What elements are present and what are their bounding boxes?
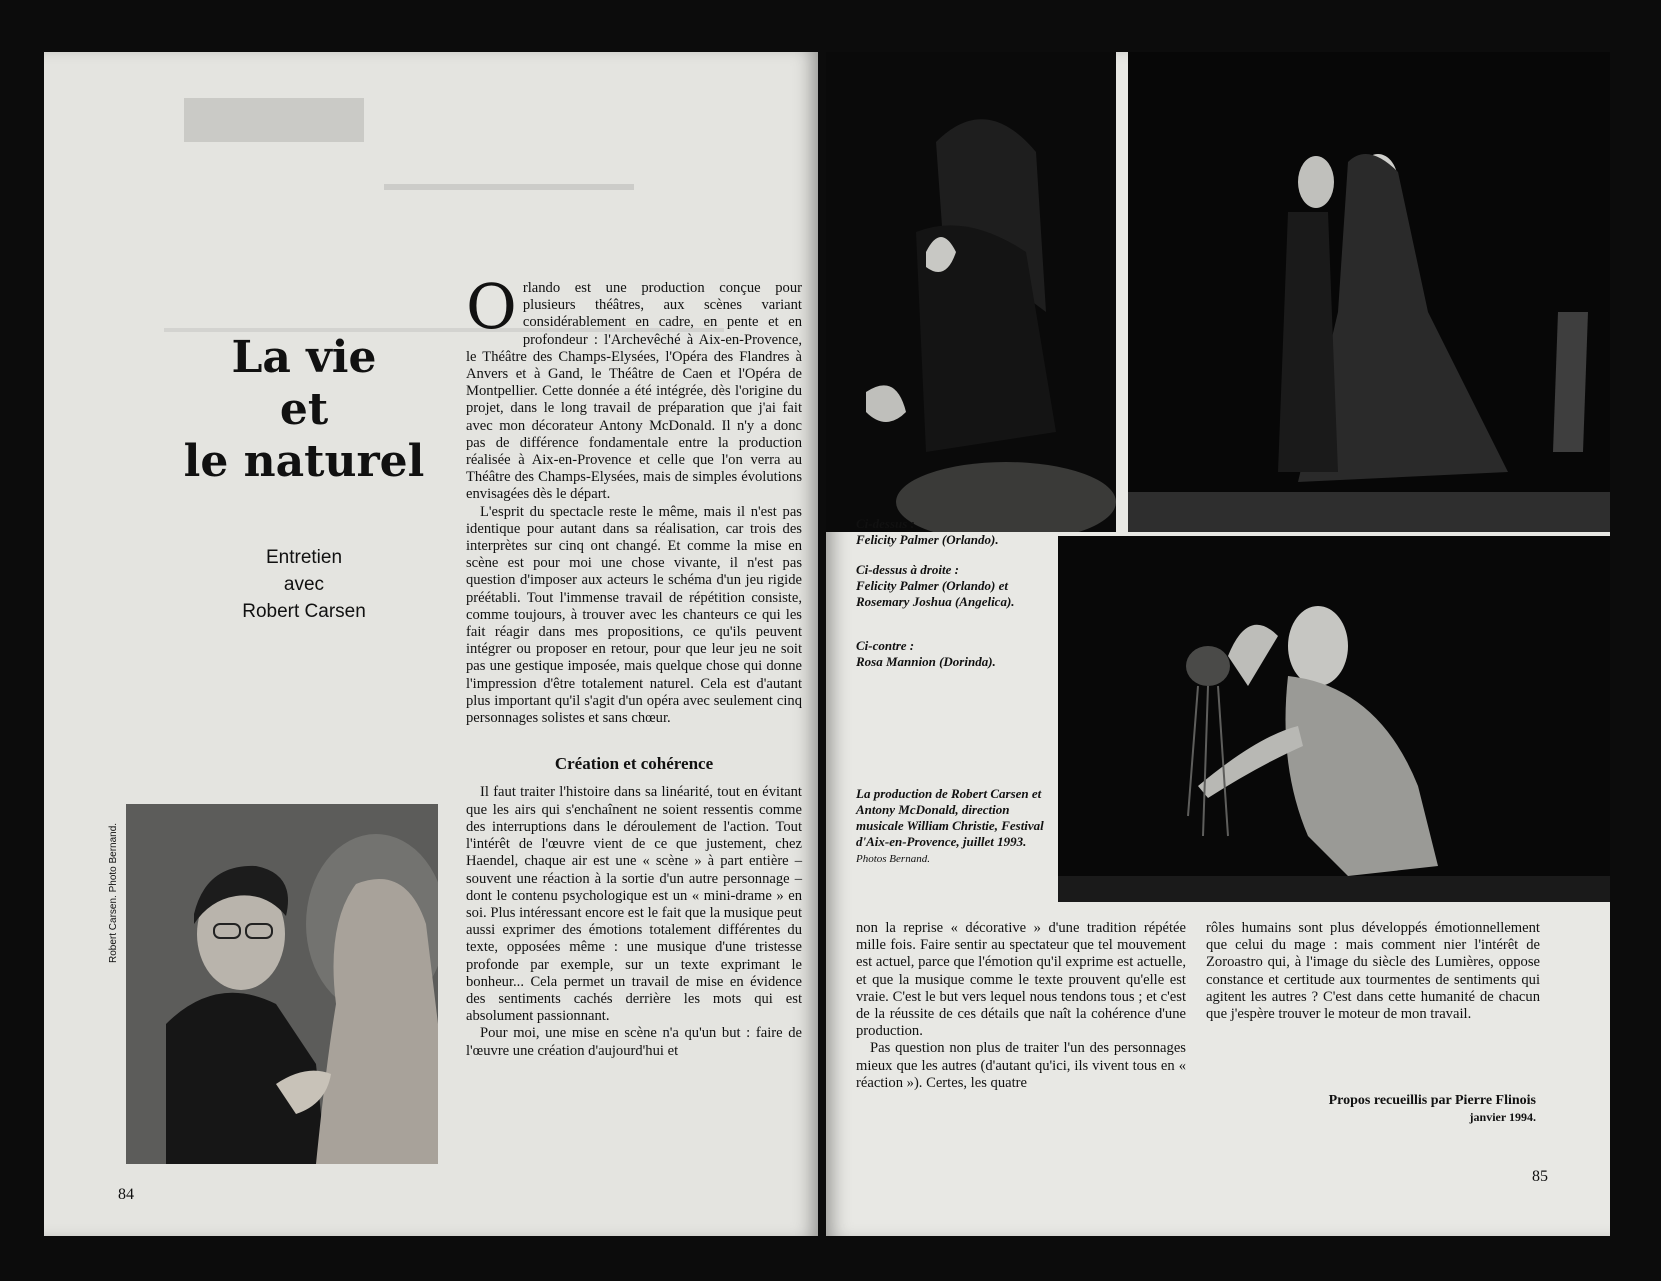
body-paragraph: non la reprise « décorative » d'une tradition répétée mille fois. Faire sentir au spectateur que tel mouvement est actuel, parce que l'émotion qu'il exprime est actuelle, et que la musique comme le texte prouvent qu'elle est vraie. C'est le but vers lequel nous tendons tous ; et c'est de la réussite de ces détails que naît la cohérence d'une production. bbox=[856, 920, 1186, 1040]
right-page bbox=[826, 52, 1610, 1236]
body-paragraph: Pour moi, une mise en scène n'a qu'un but : faire de l'œuvre une création d'aujourd'hui et bbox=[466, 1025, 802, 1059]
right-text-column-1 bbox=[856, 920, 1186, 1092]
caption-text: Felicity Palmer (Orlando). bbox=[856, 532, 999, 547]
signature-author: Propos recueillis par Pierre Flinois bbox=[1328, 1093, 1536, 1108]
signature-date: janvier 1994. bbox=[1469, 1110, 1536, 1124]
caption-duo bbox=[856, 562, 1056, 610]
subtitle-line: Entretien bbox=[265, 547, 343, 568]
caption-dorinda bbox=[856, 638, 1056, 670]
caption-orlando bbox=[856, 516, 1056, 548]
signature bbox=[1226, 1092, 1536, 1126]
photo-rosa-mannion-dorinda bbox=[1058, 536, 1610, 902]
right-text-column-2 bbox=[1206, 920, 1540, 1023]
photo-credit: Robert Carsen. Photo Bernand. bbox=[108, 822, 119, 963]
caption-text: Rosa Mannion (Dorinda). bbox=[856, 654, 996, 669]
subtitle-line: avec bbox=[283, 574, 325, 595]
photo-carsen-illustration bbox=[126, 804, 438, 1164]
body-paragraph: rôles humains sont plus développés émotionnellement que celui du mage : mais comment nier l'intérêt de Zoroastro qui, à l'image du siècle des Lumières, oppose constance et certitude aux tourmentes de sentiments qui agitent les autres ? C'est dans cette humanité de chacun que j'espère trouver le moteur de mon travail. bbox=[1206, 920, 1540, 1023]
caption-text: Felicity Palmer (Orlando) et Rosemary Joshua (Angelica). bbox=[856, 578, 1015, 609]
caption-label: Ci-dessus : bbox=[856, 516, 915, 531]
subtitle-line: Robert Carsen bbox=[242, 601, 366, 622]
caption-production bbox=[856, 786, 1056, 867]
title-line: le naturel bbox=[183, 436, 425, 487]
intro-paragraph bbox=[466, 270, 802, 504]
body-paragraph: Pas question non plus de traiter l'un des personnages mieux que les autres (d'autant qu'ici, ils vivent tous en « réaction »). Certes, les quatre bbox=[856, 1040, 1186, 1091]
caption-label: Ci-contre : bbox=[856, 638, 915, 653]
production-photo-credit: Photos Bernand. bbox=[856, 853, 930, 865]
article-subtitle bbox=[184, 544, 424, 625]
photo-dorinda-illustration bbox=[1058, 536, 1610, 902]
page-number: 84 bbox=[118, 1186, 134, 1203]
title-line: et bbox=[279, 384, 329, 435]
page-number: 85 bbox=[1532, 1168, 1548, 1185]
photo-robert-carsen bbox=[126, 804, 438, 1164]
photo-orlando-illustration bbox=[826, 52, 1116, 532]
section-heading: Création et cohérence bbox=[554, 754, 714, 774]
intro-text: rlando est une production conçue pour plusieurs théâtres, aux scènes variant considérablement en cadre, en pente et en profondeur : l'Archevêché à Aix-en-Provence, le Théâtre des Champs-Elysées, l'Opéra des Flandres à Anvers et à Gand, le Théâtre de Caen et l'Opéra de Montpellier. Cette donnée a été intégrée, dès l'origine du projet, dans le long travail de préparation que j'ai fait avec mon décorateur Antony McDonald. Il n'y a donc pas de différence fondamentale entre la production réalisée à Aix-en-Provence et celle que l'on verra au Théâtre des Champs-Elysées, mais de simples évolutions envisagées dès le départ. bbox=[466, 280, 802, 503]
caption-label: Ci-dessus à droite : bbox=[856, 562, 959, 577]
production-caption-text: La production de Robert Carsen et Antony McDonald, direction musicale William Christie, Festival d'Aix-en-Provence, juillet 1993. bbox=[856, 786, 1044, 849]
photo-felicity-palmer-orlando bbox=[826, 52, 1116, 532]
title-line: La vie bbox=[231, 332, 377, 383]
left-page bbox=[44, 52, 818, 1236]
left-text-column bbox=[466, 270, 802, 1060]
photo-duo-illustration bbox=[1128, 52, 1610, 532]
photo-palmer-joshua bbox=[1128, 52, 1610, 532]
body-paragraph: L'esprit du spectacle reste le même, mais il n'est pas identique pour autant dans sa réalisation, car trois des interprètes sur cinq ont changé. Et comme la mise en scène est pour moi une chose vivante, il n'est pas question d'imposer aux acteurs le schéma d'un jeu rigide préétabli. Tout l'immense travail de répétition consiste, comme toujours, à trouver avec les chanteurs ce qui les fait réagir dans mes propositions, ce qu'ils peuvent intégrer ou proposer en retour, pour que leur jeu ne soit pas une gestique imposée, mais quelque chose qui donne l'impression d'être totalement naturel. Cela est d'autant plus important qu'il s'agit d'un opéra avec seulement cinq personnages solistes et sans chœur. bbox=[466, 503, 802, 727]
drop-cap: O bbox=[466, 270, 517, 343]
body-paragraph: Il faut traiter l'histoire dans sa linéarité, tout en évitant que les airs qui s'enchaînent ne soient ressentis comme des interruptions dans le déroulement de l'action. Tout l'intérêt de l'œuvre vient de ce que justement, chez Haendel, chaque air est une « scène » à part entière – souvent une réaction à la sortie d'un autre personnage – dont le contenu psychologique est un « mini-drame » en soi. Plus intéressant encore est le fait que la musique peut aussi exprimer des émotions totalement différentes du texte, opposées même : une musique d'une tristesse profonde par exemple, sur un texte exprimant le bonheur... Cela permet un travail de mise en évidence des sentiments cachés derrière les mots qui est absolument passionnant. bbox=[466, 784, 802, 1025]
article-title bbox=[154, 332, 454, 488]
